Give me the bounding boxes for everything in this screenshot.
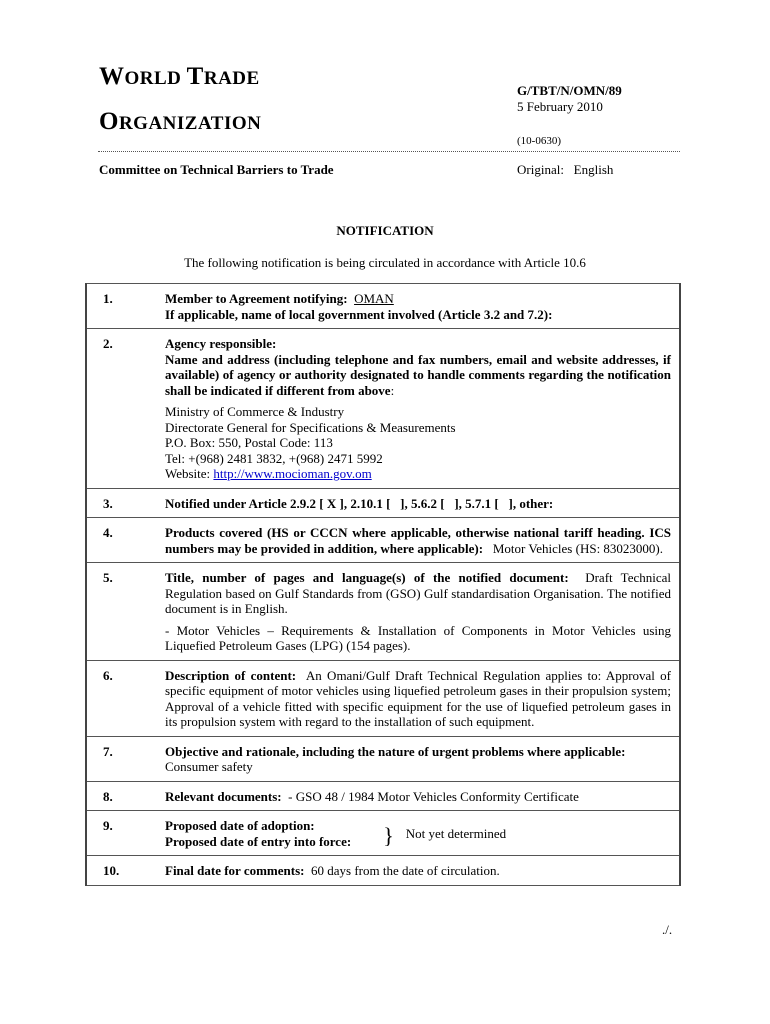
address-line: Directorate General for Specifications & Measurements [165,419,456,435]
item-number: 9. [86,811,149,856]
agency-description-colon: : [390,382,395,398]
table-row [86,563,680,661]
item-number: 4. [86,518,149,563]
item-label: Title, number of pages and language(s) of the notified document: [165,570,569,585]
item-content [149,518,680,563]
products-value: Motor Vehicles (HS: 83023000). [492,540,664,556]
table-row [86,488,680,518]
item-number: 7. [86,736,149,781]
item-number: 8. [86,781,149,811]
table-row [86,660,680,736]
table-row [86,284,680,329]
item-content [149,811,680,856]
table-row [86,856,680,886]
description-value: An Omani/Gulf Draft Technical Regulation applies to: Approval of specific equipment of motor vehicles using liquefied petroleum gases in their propulsion system; Approval of a vehicle fitted with specific equipment for the use of liquefied petroleum gases in its propulsion system with regard to the installation of such equipment. [165,667,671,729]
document-date: 5 February 2010 [517,99,603,114]
table-row [86,811,680,856]
item-label: Member to Agreement notifying: [165,291,348,306]
article-checkboxes: Notified under Article 2.9.2 [ X ], 2.10.1 [ ], 5.6.2 [ ], 5.7.1 [ ], other: [165,495,554,511]
item-label: Final date for comments: [165,863,305,878]
notification-title: NOTIFICATION [336,223,434,238]
organization-name-line2: ORGANIZATION [99,108,262,135]
item-content [149,660,680,736]
item-label: Description of content: [165,667,297,683]
address-line: P.O. Box: 550, Postal Code: 113 [165,435,333,450]
document-symbol: G/TBT/N/OMN/89 [517,83,622,98]
brace-symbol: } [383,822,394,848]
item-content [149,856,680,886]
table-row [86,736,680,781]
dates-value: Not yet determined [405,825,507,841]
website-link[interactable]: http://www.mocioman.gov.om [213,466,372,481]
address-line: Ministry of Commerce & Industry [165,404,345,419]
notification-intro: The following notification is being circulated in accordance with Article 10.6 [184,255,586,270]
table-row [86,329,680,489]
document-reference: (10-0630) [517,135,561,147]
document-detail: - Motor Vehicles – Requirements & Installation of Components in Motor Vehicles using Liquefied Petroleum Gases (LPG) (154 pages). [165,622,671,653]
title-value: Draft Technical Regulation based on Gulf Standards from (GSO) Gulf standardisation Organisation. The notified document is in English. [165,570,672,616]
item-content [149,736,680,781]
objective-value: Consumer safety [165,759,253,774]
comments-deadline-value: 60 days from the date of circulation. [310,863,500,878]
item-content [149,488,680,518]
item-content [149,284,680,329]
agency-description: Name and address (including telephone and fax numbers, email and website addresses, if available) of agency or authority designated to handle comments regarding the notification shall be indicated if different from above [165,351,671,398]
table-row [86,518,680,563]
item-number: 2. [86,329,149,489]
item-label: Products covered (HS or CCCN where applicable, otherwise national tariff heading. ICS numbers may be provided in addition, where applicable): [165,525,671,556]
item-label: Relevant documents: [165,788,282,804]
table-row [86,781,680,811]
notification-items-table [85,283,681,886]
item-content [149,329,680,489]
relevant-documents-value: - GSO 48 / 1984 Motor Vehicles Conformity Certificate [288,788,579,804]
item-number: 1. [86,284,149,329]
local-government-label: If applicable, name of local government involved (Article 3.2 and 7.2): [165,306,553,322]
continuation-marker: ./. [662,922,673,937]
adoption-date-label: Proposed date of adoption: [165,818,315,833]
item-number: 10. [86,856,149,886]
original-language: Original: English [517,162,614,177]
entry-into-force-label: Proposed date of entry into force: [165,833,352,849]
item-number: 6. [86,660,149,736]
committee-name: Committee on Technical Barriers to Trade [99,162,334,177]
item-content [149,781,680,811]
address-line: Tel: +(968) 2481 3832, +(968) 2471 5992 [165,450,383,466]
item-number: 3. [86,488,149,518]
member-value: OMAN [354,291,394,306]
website-label: Website: [165,466,214,481]
item-label: Objective and rationale, including the nature of urgent problems where applicable: [165,743,626,759]
organization-name-line1: WORLD TRADE [99,63,260,90]
item-label: Agency responsible: [165,336,277,351]
item-number: 5. [86,563,149,661]
item-content [149,563,680,661]
header-divider [98,151,680,152]
